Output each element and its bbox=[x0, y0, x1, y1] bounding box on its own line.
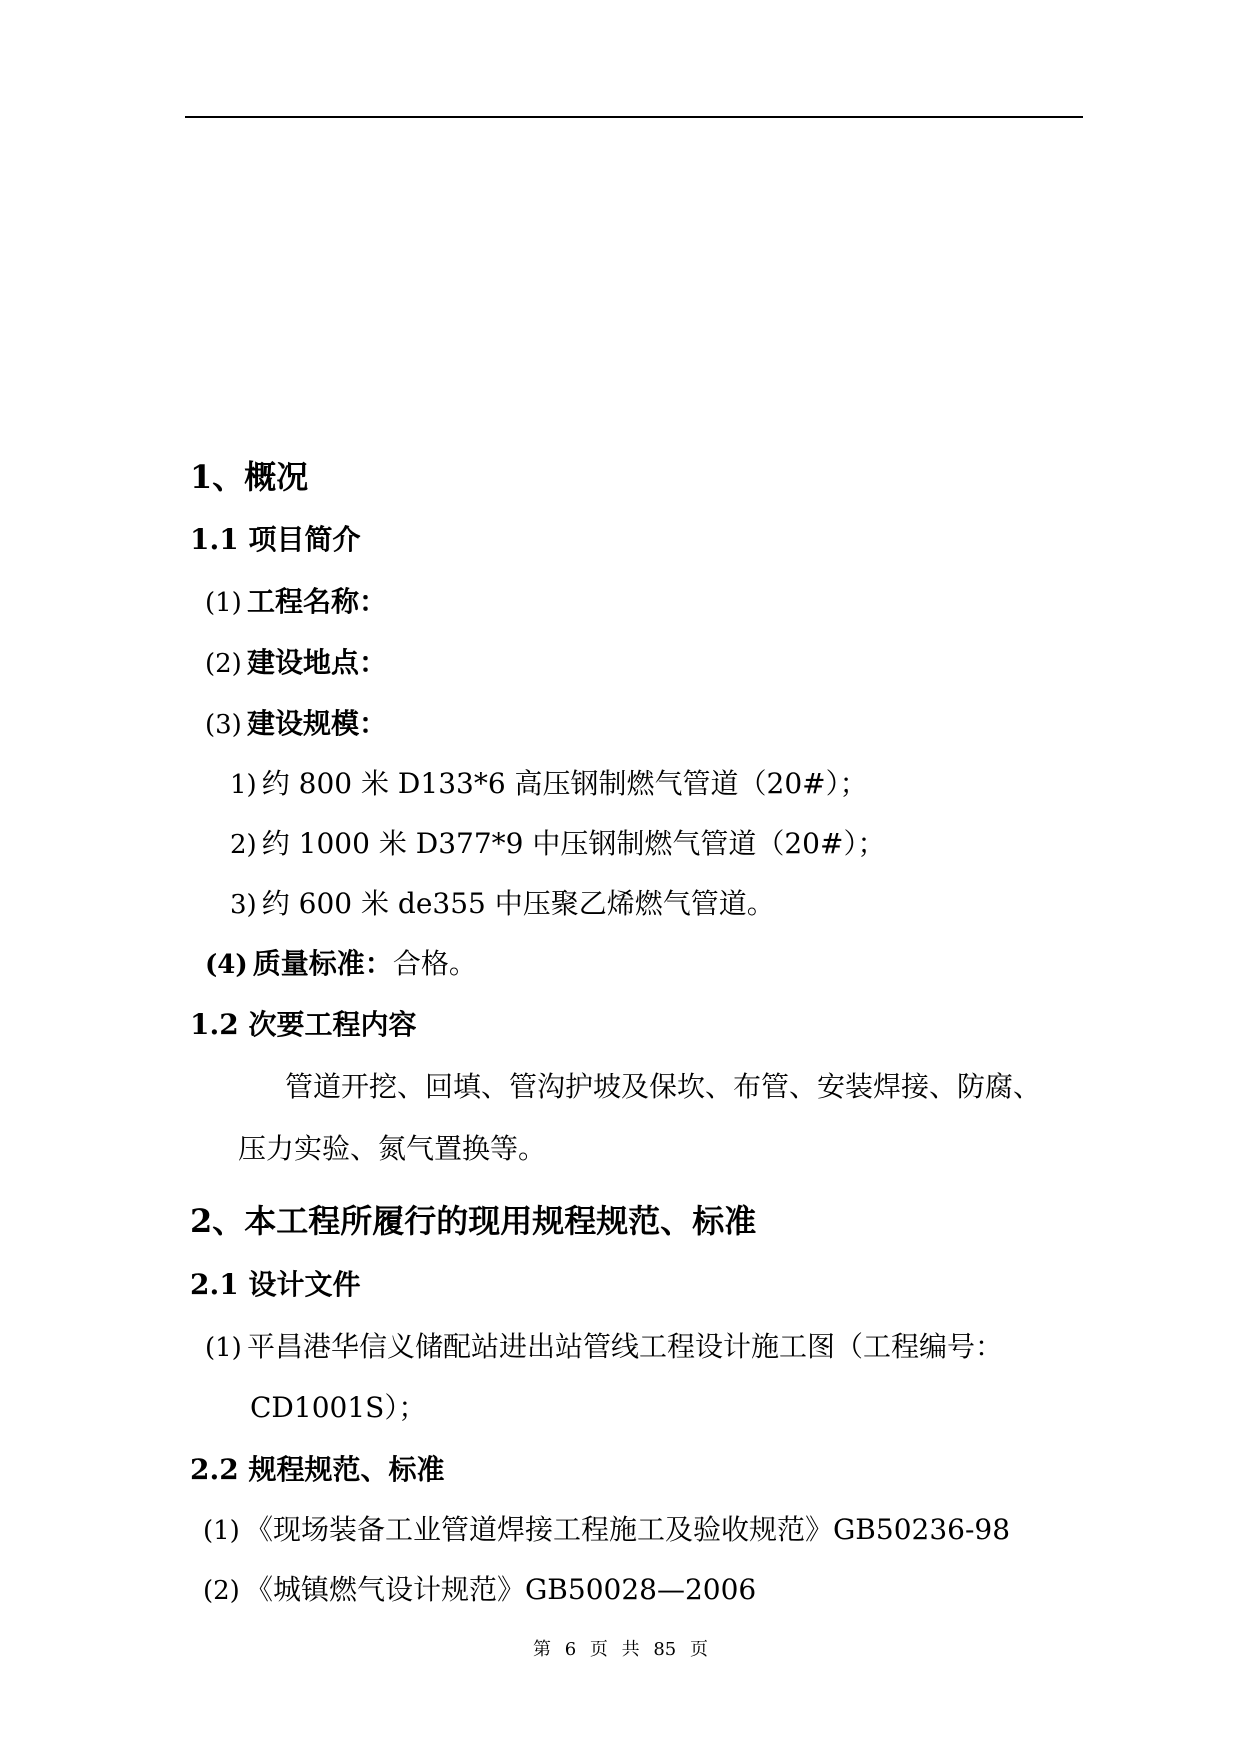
design-document-item bbox=[205, 1325, 1003, 1365]
item-text: 《城镇燃气设计规范》GB50028—2006 bbox=[244, 1573, 757, 1606]
design-document-item-line-2: CD1001S）； bbox=[250, 1391, 427, 1424]
quality-standard-item bbox=[205, 942, 477, 982]
section-2-1-heading: 2.1 设计文件 bbox=[190, 1268, 361, 1301]
item-label: 建设规模： bbox=[246, 707, 387, 740]
page-footer: 第 6 页 共 85 页 bbox=[533, 1639, 708, 1660]
item-number: (4) bbox=[205, 950, 248, 980]
project-name-item bbox=[205, 580, 387, 620]
section-1-1-heading: 1.1 项目简介 bbox=[190, 523, 361, 556]
construction-scale-item bbox=[205, 702, 387, 742]
item-text: 约 1000 米 D377*9 中压钢制燃气管道（20#）； bbox=[261, 827, 886, 860]
item-number: 3) bbox=[230, 890, 257, 920]
item-text: 《现场装备工业管道焊接工程施工及验收规范》GB50236-98 bbox=[244, 1513, 1011, 1546]
item-text: 约 600 米 de355 中压聚乙烯燃气管道。 bbox=[261, 887, 775, 920]
scale-item-1 bbox=[230, 762, 868, 802]
item-number: (2) bbox=[205, 649, 242, 679]
item-number: (1) bbox=[205, 1333, 242, 1363]
item-label: 建设地点： bbox=[246, 646, 387, 679]
item-label: 质量标准： bbox=[252, 947, 393, 980]
section-1-2-heading: 1.2 次要工程内容 bbox=[190, 1008, 417, 1041]
standard-item-1 bbox=[203, 1508, 1010, 1548]
header-rule bbox=[185, 116, 1083, 118]
item-number: (2) bbox=[203, 1576, 240, 1606]
item-number: (1) bbox=[205, 588, 242, 618]
item-number: (3) bbox=[205, 710, 242, 740]
standard-item-2 bbox=[203, 1568, 756, 1608]
secondary-works-line-2: 压力实验、氮气置换等。 bbox=[238, 1132, 547, 1165]
section-2-2-heading: 2.2 规程规范、标准 bbox=[190, 1453, 445, 1486]
item-text: 平昌港华信义储配站进出站管线工程设计施工图（工程编号： bbox=[246, 1330, 1003, 1363]
section-2-heading: 2、本工程所履行的现用规程规范、标准 bbox=[190, 1202, 757, 1240]
item-number: (1) bbox=[203, 1516, 240, 1546]
secondary-works-line-1: 管道开挖、回填、管沟护坡及保坎、布管、安装焊接、防腐、 bbox=[285, 1070, 1042, 1103]
construction-site-item bbox=[205, 641, 387, 681]
item-label: 工程名称： bbox=[246, 585, 387, 618]
scale-item-2 bbox=[230, 822, 885, 862]
item-value: 合格。 bbox=[392, 947, 477, 980]
scale-item-3 bbox=[230, 882, 775, 922]
item-number: 2) bbox=[230, 830, 257, 860]
item-number: 1) bbox=[230, 770, 257, 800]
item-text: 约 800 米 D133*6 高压钢制燃气管道（20#）； bbox=[261, 767, 868, 800]
section-1-heading: 1、概况 bbox=[190, 458, 309, 496]
